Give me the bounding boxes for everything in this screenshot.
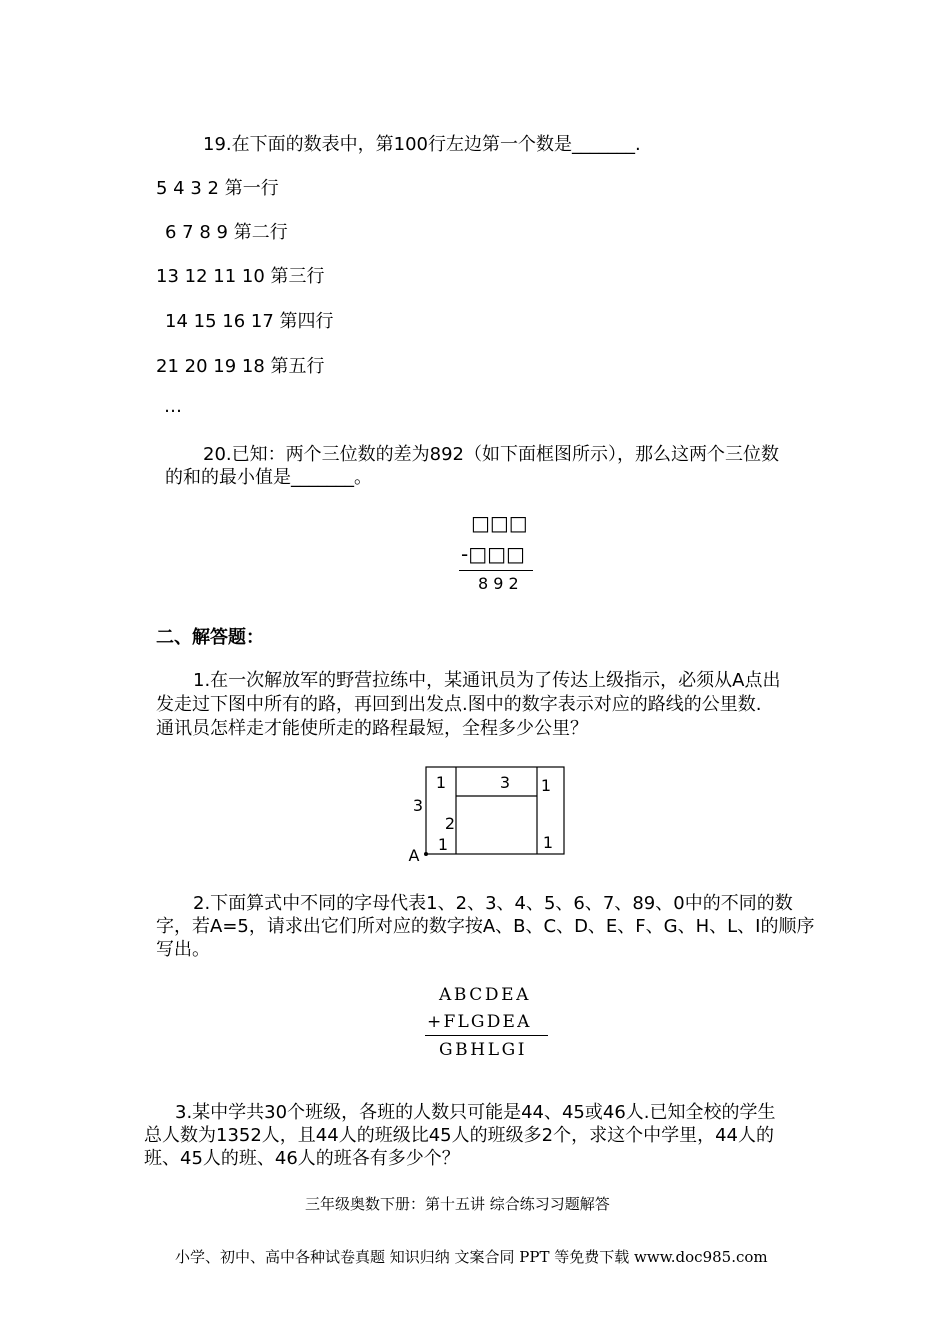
p1-line-3: 通讯员怎样走才能使所走的路程最短，全程多少公里？ [156, 718, 588, 739]
row-label: 第三行 [270, 266, 325, 287]
route-label: 3 [499, 773, 511, 792]
q20-line-1: 20.已知：两个三位数的差为892（如下面框图所示），那么这两个三位数 [203, 444, 779, 465]
p1-line-1: 1.在一次解放军的野营拉练中，某通讯员为了传达上级指示，必须从A点出 [193, 670, 781, 691]
p2-sum-line [425, 1035, 548, 1036]
row-numbers: 13 12 11 10 [156, 266, 265, 287]
q20-sum-line [459, 570, 533, 571]
q20-bottom-boxes: -□□□ [461, 542, 525, 566]
point-a-label: A [408, 846, 420, 865]
row-numbers: 21 20 19 18 [156, 356, 265, 377]
p1-line-2: 发走过下图中所有的路，再回到出发点.图中的数字表示对应的路线的公里数. [156, 694, 762, 715]
row-numbers: 6 7 8 9 [165, 222, 228, 243]
p2-line-3: 写出。 [156, 939, 210, 960]
q19-row-1 [156, 178, 279, 200]
q20-result: 8 9 2 [478, 574, 519, 593]
p2-addend-2: +FLGDEA [427, 1012, 532, 1032]
route-label: 1 [435, 773, 447, 792]
row-numbers: 5 4 3 2 [156, 178, 219, 199]
page-caption: 三年级奥数下册：第十五讲 综合练习习题解答 [305, 1195, 610, 1213]
section-heading: 二、解答题： [156, 627, 264, 648]
q19-row-4 [165, 311, 334, 333]
q20-top-boxes: □□□ [471, 511, 528, 535]
q19-question: 19.在下面的数表中，第100行左边第一个数是_______. [203, 134, 641, 155]
q19-row-2 [165, 222, 288, 244]
p2-sum: GBHLGI [439, 1040, 528, 1060]
row-label: 第一行 [224, 178, 279, 199]
route-diagram [404, 760, 574, 870]
q19-ellipsis: … [164, 396, 182, 417]
route-label: 3 [412, 796, 424, 815]
p2-addend-1: ABCDEA [439, 985, 532, 1005]
footer-banner: 小学、初中、高中各种试卷真题 知识归纳 文案合同 PPT 等免费下载 www.doc985.com [175, 1248, 768, 1266]
row-numbers: 14 15 16 17 [165, 311, 274, 332]
q20-line-2: 的和的最小值是_______。 [165, 467, 372, 488]
q19-row-5 [156, 356, 325, 378]
q19-row-3 [156, 266, 325, 288]
route-label: 1 [540, 776, 552, 795]
p2-line-1: 2.下面算式中不同的字母代表1、2、3、4、5、6、7、89、0中的不同的数 [193, 893, 793, 914]
p2-line-2: 字，若A=5，请求出它们所对应的数字按A、B、C、D、E、F、G、H、L、I的顺序 [156, 916, 815, 937]
p3-line-3: 班、45人的班、46人的班各有多少个？ [144, 1148, 460, 1169]
route-label: 1 [437, 835, 449, 854]
route-label: 1 [542, 833, 554, 852]
route-label: 2 [444, 814, 456, 833]
row-label: 第五行 [270, 356, 325, 377]
row-label: 第四行 [279, 311, 334, 332]
p3-line-2: 总人数为1352人，且44人的班级比45人的班级多2个，求这个中学里，44人的 [144, 1125, 774, 1146]
p3-line-1: 3.某中学共30个班级，各班的人数只可能是44、45或46人.已知全校的学生 [175, 1102, 776, 1123]
row-label: 第二行 [233, 222, 288, 243]
point-a-dot [424, 852, 428, 856]
